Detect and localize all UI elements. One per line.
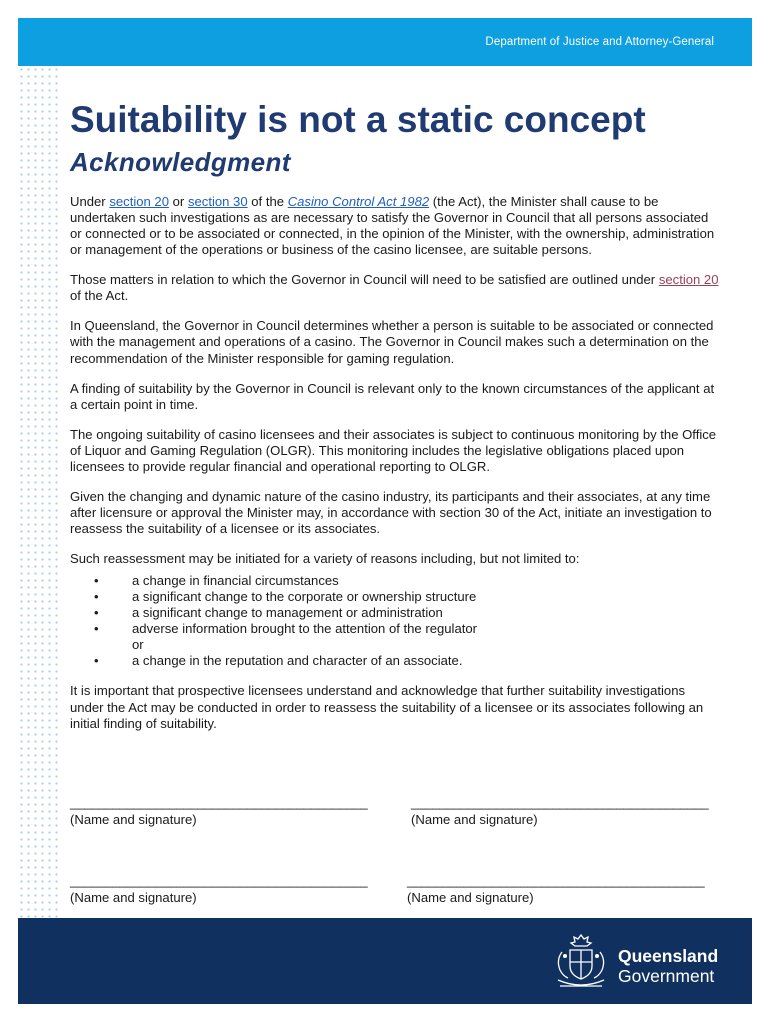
bullet-icon: • [94, 589, 99, 605]
list-item: • a significant change to management or administration [94, 605, 443, 621]
signature-label: (Name and signature) [407, 890, 534, 905]
paragraph-reasons: Such reassessment may be initiated for a variety of reasons including, but not limited to: [70, 550, 580, 566]
list-item: • adverse information brought to the attention of the regulator [94, 621, 478, 637]
paragraph-acknowledge: It is important that prospective licensees understand and acknowledge that further suitability investigations under the Act may be conducted in order to reassess the suitability of a licensee or its associates following an initial finding of suitability. [70, 683, 704, 731]
coat-of-arms-icon [552, 932, 610, 996]
signature-line[interactable]: __________________________________________ [70, 795, 368, 810]
brand-line-2: Government [618, 966, 715, 986]
list-item: • a change in financial circumstances [94, 572, 339, 588]
page-title: Suitability is not a static concept [70, 99, 646, 140]
bullet-icon: • [94, 572, 99, 588]
signature-line[interactable]: __________________________________________ [411, 795, 709, 810]
paragraph-finding: A finding of suitability by the Governor in Council is relevant only to the known circumstances of the applicant at a certain point in time. [70, 380, 715, 412]
signature-label: (Name and signature) [70, 890, 197, 905]
bullet-icon: • [94, 621, 99, 637]
bullet-icon: • [94, 605, 99, 621]
header-band [18, 18, 752, 66]
signature-block-2 [411, 795, 708, 827]
paragraph-monitoring: The ongoing suitability of casino licensees and their associates is subject to continuous monitoring by the Office of Liquor and Gaming Regulation (OLGR). This monitoring includes the legislative obligations placed upon licensees to provide regular financial and operational reporting to OLGR. [70, 426, 717, 474]
paragraph-reassess: Given the changing and dynamic nature of the casino industry, its participants and their associates, at any time after licensure or approval the Minister may, in accordance with section 30 of the Act, initiate an investigation to reassess the suitability of a licensee or its associates. [70, 488, 712, 536]
brand-line-1: Queensland [618, 946, 719, 966]
signature-line[interactable]: __________________________________________ [407, 873, 705, 888]
list-item: • a significant change to the corporate or ownership structure [94, 589, 477, 605]
reasons-list [70, 573, 720, 670]
link-section-20-visited[interactable]: section 20 [658, 272, 719, 288]
link-section-20[interactable]: section 20 [109, 194, 170, 209]
link-casino-control-act[interactable]: Casino Control Act 1982 [287, 194, 430, 209]
decorative-dot-pattern [18, 66, 58, 918]
signature-block-3 [70, 873, 367, 905]
queensland-government-logo [618, 946, 718, 986]
link-section-30[interactable]: section 30 [187, 194, 248, 209]
footer-band [18, 918, 752, 1004]
bullet-icon: • [94, 653, 99, 669]
signature-block-1 [70, 795, 367, 827]
signature-block-4 [407, 873, 704, 905]
paragraph-intro: Under section 20 or section 30 of the Casino Control Act 1982 (the Act), the Minister shall cause to be undertaken such investigations as are necessary to satisfy the Governor in Council that all persons associated or connected or to be associated or connected, in the opinion of the Minister, with the ownership, administration or management of the operations or business of the casino licensee, are suitable persons. [70, 194, 715, 258]
signature-line[interactable]: __________________________________________ [70, 873, 368, 888]
signature-label: (Name and signature) [411, 812, 538, 827]
signature-label: (Name and signature) [70, 812, 197, 827]
list-item: • a change in the reputation and character of an associate. [94, 653, 463, 669]
document-body [70, 194, 720, 746]
list-item-continuation: or [132, 637, 144, 653]
paragraph-matters: Those matters in relation to which the Governor in Council will need to be satisfied are outlined under section 20 of the Act. [70, 272, 719, 304]
page-subtitle: Acknowledgment [70, 147, 291, 177]
department-name: Department of Justice and Attorney-General [485, 36, 714, 48]
paragraph-governor: In Queensland, the Governor in Council determines whether a person is suitable to be associated or connected with the management and operations of a casino. The Governor in Council makes such a determination on the recommendation of the Minister responsible for gaming regulation. [70, 318, 714, 366]
